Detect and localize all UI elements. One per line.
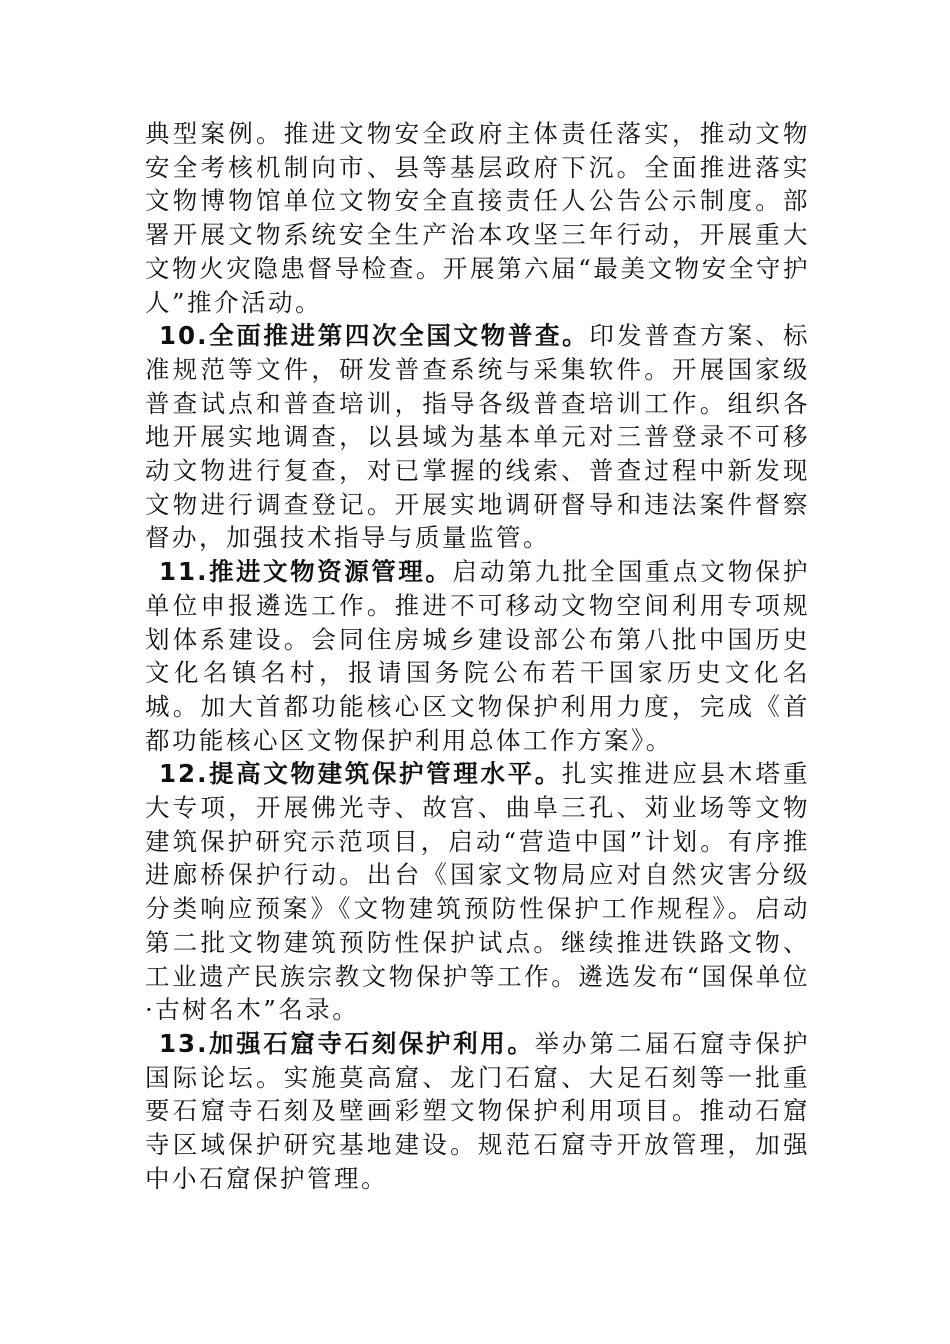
paragraph-item-13 [145, 1027, 810, 1196]
paragraph-body: 扎实推进应县木塔重大专项，开展佛光寺、故宫、曲阜三孔、苅业场等文物建筑保护研究示范项目，启动“营造中国”计划。有序推进廊桥保护行动。出台《国家文物局应对自然灾害分级分类响应预案》《文物建筑预防性保护工作规程》。启动第二批文物建筑预防性保护试点。继续推进铁路文物、工业遗产民族宗教文物保护等工作。遴选发布“国保单位·古树名木”名录。 [145, 759, 810, 1025]
paragraph-heading: 11.推进文物资源管理。 [159, 557, 453, 587]
paragraph-item-10 [145, 319, 810, 555]
document-page [145, 117, 810, 1196]
paragraph-body: 举办第二届石窟寺保护国际论坛。实施莫高窟、龙门石窟、大足石刻等一批重要石窟寺石刻及壁画彩塑文物保护利用项目。推动石窟寺区域保护研究基地建设。规范石窟寺开放管理，加强中小石窟保护管理。 [145, 1028, 810, 1193]
paragraph-item-11 [145, 555, 810, 757]
paragraph-item-12 [145, 757, 810, 1027]
paragraph-heading: 12.提高文物建筑保护管理水平。 [159, 759, 562, 789]
paragraph-heading: 10.全面推进第四次全国文物普查。 [159, 321, 590, 351]
paragraph-heading: 13.加强石窟寺石刻保护利用。 [159, 1028, 535, 1058]
paragraph-body: 启动第九批全国重点文物保护单位申报遴选工作。推进不可移动文物空间利用专项规划体系建设。会同住房城乡建设部公布第八批中国历史文化名镇名村，报请国务院公布若干国家历史文化名城。加大首都功能核心区文物保护利用力度，完成《首都功能核心区文物保护利用总体工作方案》。 [145, 557, 811, 755]
paragraph-body: 典型案例。推进文物安全政府主体责任落实，推动文物安全考核机制向市、县等基层政府下沉。全面推进落实文物博物馆单位文物安全直接责任人公告公示制度。部署开展文物系统安全生产治本攻坚三年行动，开展重大文物火灾隐患督导检查。开展第六届“最美文物安全守护人”推介活动。 [145, 119, 810, 317]
paragraph-body: 印发普查方案、标准规范等文件，研发普查系统与采集软件。开展国家级普查试点和普查培训，指导各级普查培训工作。组织各地开展实地调查，以县域为基本单元对三普登录不可移动文物进行复查，对已掌握的线索、普查过程中新发现文物进行调查登记。开展实地调研督导和违法案件督察督办，加强技术指导与质量监管。 [145, 321, 811, 553]
paragraph-safety-cases [145, 117, 810, 319]
